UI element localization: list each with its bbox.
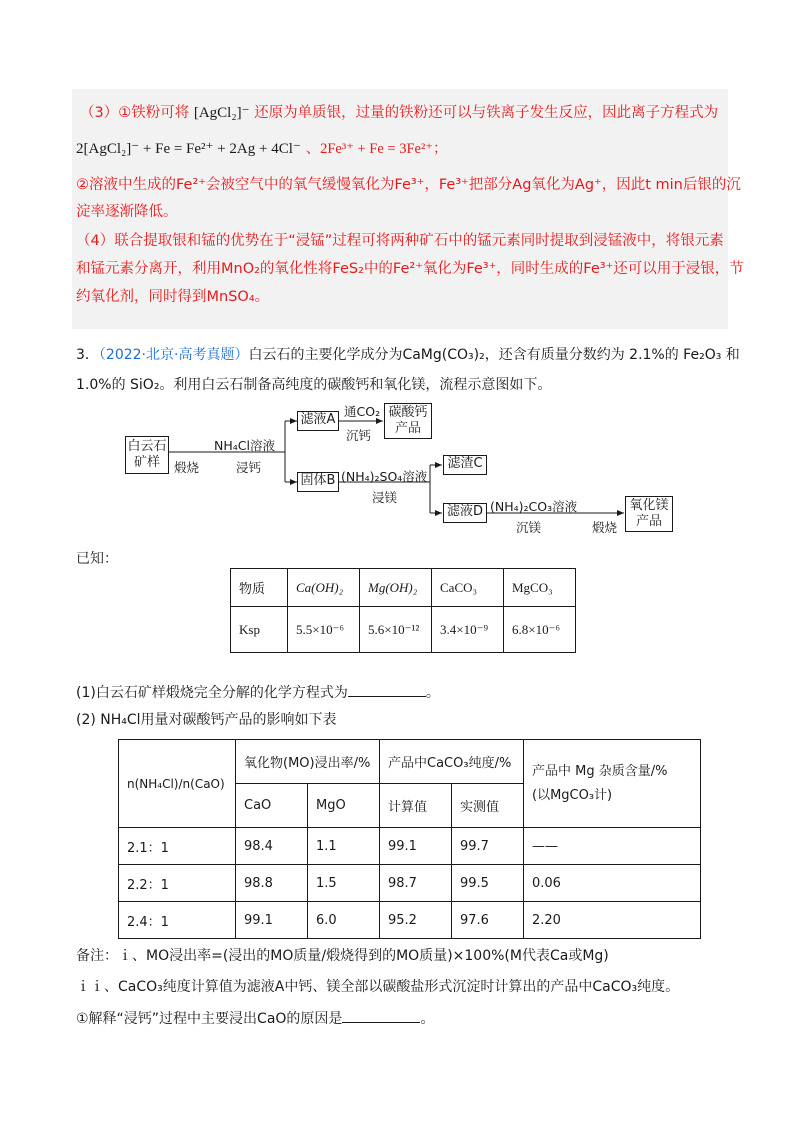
impurity-header-text: 产品中 Mg 杂质含量/% — [532, 763, 668, 779]
q2-1-end: 。 — [420, 1011, 435, 1027]
answer-line-3: ②溶液中生成的Fe²⁺会被空气中的氧气缓慢氧化为Fe³⁺，Fe³⁺把部分Ag氧化为Ag⁺，因此t min后银的沉 — [76, 177, 741, 193]
table-cell: 2.1：1 — [119, 828, 236, 865]
question-source-link[interactable]: （2022·北京·高考真题） — [98, 347, 249, 363]
equation: 2[AgCl₂]⁻ + Fe = Fe²⁺ + 2Ag + 4Cl⁻ — [76, 141, 301, 157]
leach-ca-label: 浸钙 — [236, 460, 262, 475]
answer-line-4: 淀率逐渐降低。 — [76, 204, 178, 220]
table-cell: 2.20 — [524, 902, 701, 939]
answer-line-5: （4）联合提取银和锰的优势在于“浸锰”过程可将两种矿石中的锰元素同时提取到浸锰液中，将银元素 — [76, 233, 724, 249]
filtrate-d-box: 滤液D — [443, 503, 487, 523]
table-cell: 99.7 — [452, 828, 524, 865]
impurity-header — [524, 740, 701, 828]
filtrate-a-box: 滤液A — [297, 411, 339, 431]
answer-text: 还原为单质银，过量的铁粉还可以与铁离子发生反应，因此离子方程式为 — [254, 105, 719, 121]
q1-text: (1)白云石矿样煅烧完全分解的化学方程式为 — [76, 685, 348, 701]
q1-end: 。 — [425, 685, 440, 701]
residue-c-box: 滤渣C — [443, 455, 487, 475]
answer-text: （3）①铁粉可将 — [80, 105, 190, 121]
nh4cl-label: NH₄Cl溶液 — [214, 438, 275, 453]
note-1: 备注：ｉ、MO浸出率=(浸出的MO质量/煅烧得到的MO质量)×100%(M代表Ca或Mg) — [76, 948, 609, 964]
table-cell: 99.1 — [236, 902, 308, 939]
table-cell: 6.0 — [308, 902, 380, 939]
note-2: ｉｉ、CaCO₃纯度计算值为滤液A中钙、镁全部以碳酸盐形式沉淀时计算出的产品中CaCO₃纯度。 — [76, 979, 680, 995]
question-number: 3． — [76, 347, 99, 363]
table-cell: 95.2 — [380, 902, 452, 939]
table-cell: 98.7 — [380, 865, 452, 902]
table-cell: 3.4×10⁻⁹ — [432, 607, 504, 653]
table-row — [119, 865, 701, 902]
answer-blank[interactable] — [348, 682, 426, 697]
table-cell: 1.1 — [308, 828, 380, 865]
table-cell: 97.6 — [452, 902, 524, 939]
table-cell: 99.1 — [380, 828, 452, 865]
table-header-cell: 物质 — [231, 569, 288, 607]
table-cell: 98.8 — [236, 865, 308, 902]
table-header-cell: Mg(OH)₂ — [360, 569, 432, 607]
table-cell: 0.06 — [524, 865, 701, 902]
co2-label: 通CO₂ — [344, 404, 381, 419]
q1-line — [76, 682, 440, 702]
ore-box: 白云石 矿样 — [125, 436, 169, 474]
nh4so4-label: (NH₄)₂SO₄溶液 — [341, 469, 428, 484]
calcine-label-2: 煅烧 — [592, 520, 618, 535]
table-cell: 5.5×10⁻⁶ — [288, 607, 360, 653]
precip-ca-label: 沉钙 — [346, 428, 372, 443]
purity-header: 产品中CaCO₃纯度/% — [380, 740, 524, 784]
subheader-cell: MgO — [308, 784, 380, 828]
table-header-cell: MgCO₃ — [504, 569, 576, 607]
answer-line-7: 约氧化剂，同时得到MnSO₄。 — [76, 289, 270, 305]
q2-1-text: ①解释“浸钙”过程中主要浸出CaO的原因是 — [76, 1011, 343, 1027]
equation: 、2Fe³⁺ + Fe = 3Fe²⁺； — [305, 141, 448, 157]
table-cell: 98.4 — [236, 828, 308, 865]
nh4co3-label: (NH₄)₂CO₃溶液 — [490, 499, 578, 514]
leach-header: 氧化物(MO)浸出率/% — [236, 740, 380, 784]
known-label: 已知： — [76, 551, 118, 567]
ksp-table — [230, 568, 576, 653]
table-cell: 5.6×10⁻¹² — [360, 607, 432, 653]
q2-text: (2) NH₄Cl用量对碳酸钙产品的影响如下表 — [76, 712, 337, 728]
solid-b-box: 固体B — [297, 472, 339, 492]
table-row — [119, 902, 701, 939]
table-cell: 6.8×10⁻⁶ — [504, 607, 576, 653]
question-intro-2: 1.0%的 SiO₂。利用白云石制备高纯度的碳酸钙和氧化镁，流程示意图如下。 — [76, 377, 552, 393]
table-cell: —— — [524, 828, 701, 865]
subheader-cell: 计算值 — [380, 784, 452, 828]
table-cell: 99.5 — [452, 865, 524, 902]
table-header-cell: Ca(OH)₂ — [288, 569, 360, 607]
mgo-product-box: 氧化镁 产品 — [625, 496, 673, 532]
table-cell: 2.4：1 — [119, 902, 236, 939]
ratio-header: n(NH₄Cl)/n(CaO) — [119, 740, 236, 828]
table-cell: Ksp — [231, 607, 288, 653]
main-header-row — [119, 740, 701, 784]
table-header-cell: CaCO₃ — [432, 569, 504, 607]
answer-blank[interactable] — [342, 1008, 420, 1023]
table-cell: 2.2：1 — [119, 865, 236, 902]
formula: [AgCl₂]⁻ — [193, 105, 250, 121]
subheader-cell: CaO — [236, 784, 308, 828]
precip-mg-label: 沉镁 — [516, 520, 542, 535]
calcine-label: 煅烧 — [174, 460, 200, 475]
impurity-header-sub: (以MgCO₃计) — [532, 787, 613, 803]
table-row — [119, 828, 701, 865]
caco3-product-box: 碳酸钙 产品 — [384, 403, 432, 439]
answer-line-6: 和锰元素分离开，利用MnO₂的氧化性将FeS₂中的Fe²⁺氧化为Fe³⁺，同时生成的Fe³⁺还可以用于浸银，节 — [76, 261, 744, 277]
table-cell: 1.5 — [308, 865, 380, 902]
leach-mg-label: 浸镁 — [372, 490, 398, 505]
ksp-value-row — [231, 607, 576, 653]
question-text: 白云石的主要化学成分为CaMg(CO₃)₂，还含有质量分数约为 2.1%的 Fe₂O₃ 和 — [248, 347, 740, 363]
ksp-header-row — [231, 569, 576, 607]
q2-1-line — [76, 1008, 434, 1028]
main-table — [118, 739, 701, 939]
subheader-cell: 实测值 — [452, 784, 524, 828]
